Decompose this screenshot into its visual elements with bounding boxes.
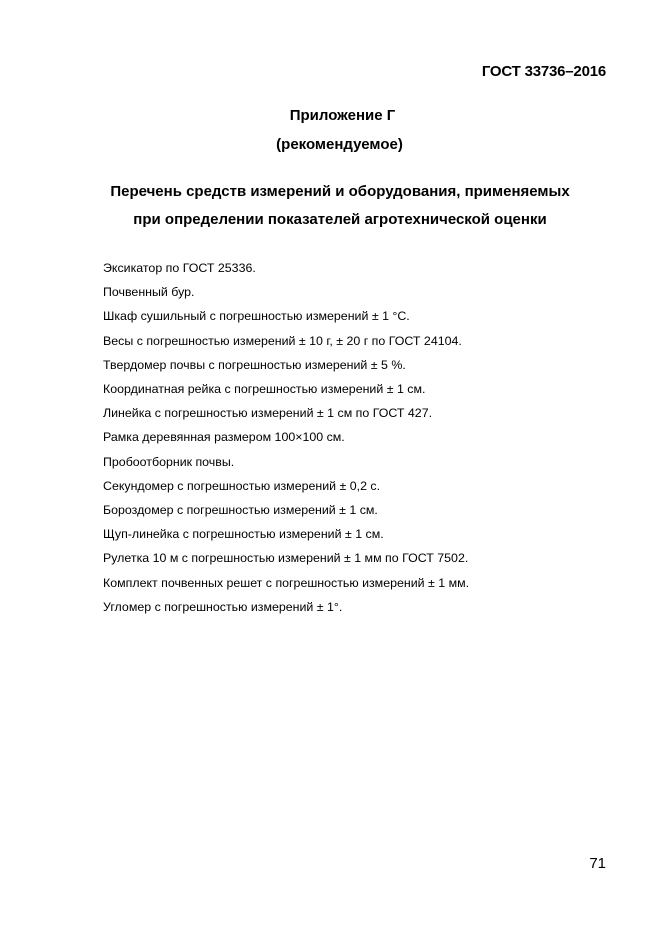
list-item: Линейка с погрешностью измерений ± 1 см по ГОСТ 427. xyxy=(103,406,433,421)
document-code: ГОСТ 33736–2016 xyxy=(481,63,606,80)
list-heading-line-2: при определении показателей агротехнической оценки xyxy=(133,211,547,228)
appendix-header xyxy=(0,101,661,159)
list-item: Шкаф сушильный с погрешностью измерений ± 1 °С. xyxy=(103,309,410,324)
list-item: Твердомер почвы с погрешностью измерений ± 5 %. xyxy=(103,357,406,372)
list-heading-line-1: Перечень средств измерений и оборудования, применяемых xyxy=(110,183,570,200)
list-item: Комплект почвенных решет с погрешностью измерений ± 1 мм. xyxy=(103,575,470,590)
list-item: Секундомер с погрешностью измерений ± 0,2 с. xyxy=(103,478,381,493)
list-item: Угломер с погрешностью измерений ± 1°. xyxy=(103,599,343,614)
list-item: Пробоотборник почвы. xyxy=(103,454,235,469)
list-item: Почвенный бур. xyxy=(103,285,195,300)
list-item: Бороздомер с погрешностью измерений ± 1 см. xyxy=(103,503,378,518)
list-item: Рулетка 10 м с погрешностью измерений ± 1 мм по ГОСТ 7502. xyxy=(103,551,469,566)
list-item: Щуп-линейка с погрешностью измерений ± 1 см. xyxy=(103,527,384,542)
page-number: 71 xyxy=(589,855,606,872)
appendix-title: Приложение Г xyxy=(289,107,396,124)
appendix-status: (рекомендуемое) xyxy=(276,136,403,153)
list-item: Рамка деревянная размером 100×100 см. xyxy=(103,430,345,445)
equipment-list xyxy=(103,256,469,619)
list-item: Координатная рейка с погрешностью измерений ± 1 см. xyxy=(103,382,426,397)
list-item: Эксикатор по ГОСТ 25336. xyxy=(103,261,256,275)
list-item: Весы с погрешностью измерений ± 10 г, ± 20 г по ГОСТ 24104. xyxy=(103,333,462,348)
list-heading xyxy=(70,178,610,234)
